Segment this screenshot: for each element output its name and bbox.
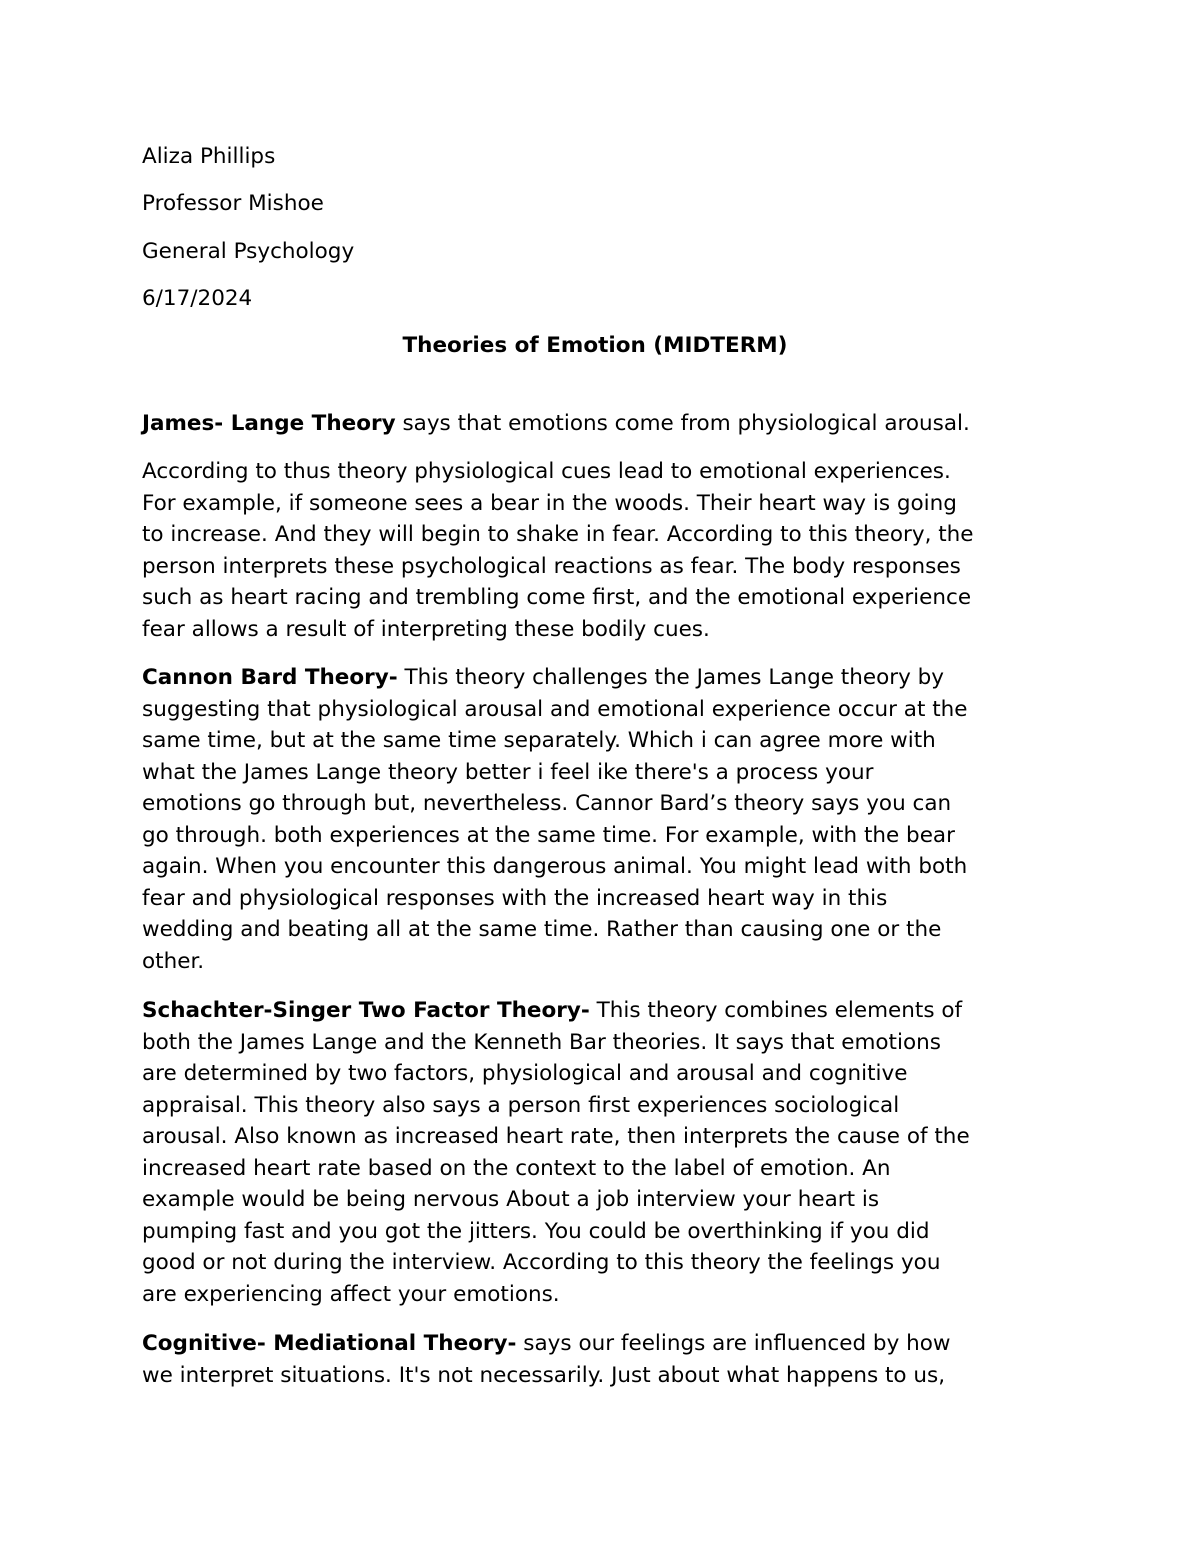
james-lange-lead-text: says that emotions come from physiological arousal. <box>395 411 970 436</box>
paragraph-cognitive-mediational <box>142 1328 1072 1391</box>
paragraph-james-lange-intro <box>142 408 1072 440</box>
schachter-singer-body: This theory combines elements of both the James Lange and the Kenneth Bar theories. It says that emotions are determined by two factors, physiological and arousal and cognitive appraisal. This theory also says a person first experiences sociological arousal. Also known as increased heart rate, then interprets the cause of the increased heart rate based on the context to the label of emotion. An example would be being nervous About a job interview your heart is pumping fast and you got the jitters. You could be overthinking if you did good or not during the interview. According to this theory the feelings you are experiencing affect your emotions. <box>142 998 970 1307</box>
paragraph-schachter-singer <box>142 995 1072 1310</box>
paragraph-cannon-bard <box>142 662 1072 977</box>
heading-schachter-singer: Schachter-Singer Two Factor Theory- <box>142 998 590 1023</box>
student-name: Aliza Phillips <box>142 144 276 169</box>
cognitive-mediational-body: says our feelings are influenced by how we interpret situations. It's not necessarily. Just about what happens to us, <box>142 1331 951 1388</box>
course-name: General Psychology <box>142 239 355 264</box>
cannon-bard-body: This theory challenges the James Lange theory by suggesting that physiological arousal and emotional experience occur at the same time, but at the same time separately. Which i can agree more with what the James Lange theory better i feel ike there's a process your emotions go through but, nevertheless. Cannor Bard’s theory says you can go through. both experiences at the same time. For example, with the bear again. When you encounter this dangerous animal. You might lead with both fear and physiological responses with the increased heart way in this wedding and beating all at the same time. Rather than causing one or the other. <box>142 665 968 974</box>
heading-james-lange: James- Lange Theory <box>142 411 396 436</box>
paragraph-james-lange-body: According to thus theory physiological cues lead to emotional experiences. For example, if someone sees a bear in the woods. Their heart way is going to increase. And they will begin to shake in fear. According to this theory, the person interprets these psychological reactions as fear. The body responses such as heart racing and trembling come first, and the emotional experience fear allows a result of interpreting these bodily cues. <box>142 459 974 642</box>
professor-name: Professor Mishoe <box>142 191 324 216</box>
document-title: Theories of Emotion (MIDTERM) <box>402 333 788 358</box>
heading-cognitive-mediational: Cognitive- Mediational Theory- <box>142 1331 517 1356</box>
heading-cannon-bard: Cannon Bard Theory- <box>142 665 398 690</box>
document-date: 6/17/2024 <box>142 286 253 311</box>
